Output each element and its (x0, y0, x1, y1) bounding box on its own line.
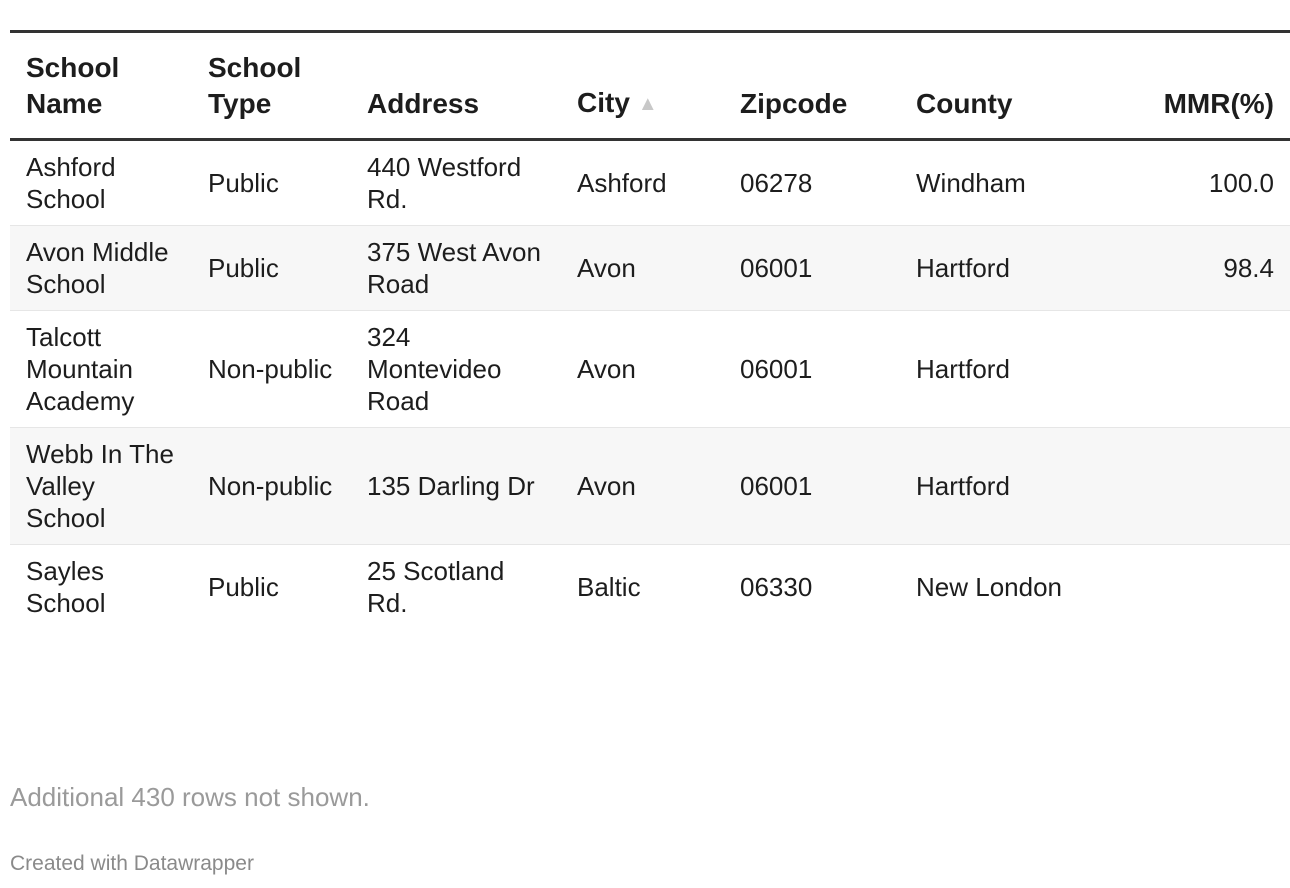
cell-address: 440 Westford Rd. (367, 152, 522, 214)
cell-zipcode: 06001 (740, 253, 813, 283)
table-body (10, 140, 1290, 630)
cell-school-name: Talcott Mountain Academy (26, 322, 135, 416)
column-header-county[interactable] (900, 32, 1082, 140)
column-header-label: School Name (26, 52, 120, 119)
cell-mmr (1082, 428, 1290, 545)
column-header-label: School Type (208, 52, 302, 119)
table-row (10, 311, 1290, 428)
cell-address: 135 Darling Dr (367, 471, 535, 501)
school-table-container (10, 30, 1274, 629)
column-header-school-type[interactable] (192, 32, 351, 140)
column-header-zipcode[interactable] (724, 32, 900, 140)
rows-not-shown-note: Additional 430 rows not shown. (10, 782, 370, 812)
column-header-label: City (577, 87, 630, 118)
table-row (10, 226, 1290, 311)
cell-zipcode: 06001 (740, 471, 813, 501)
school-table (10, 30, 1290, 629)
cell-school-name: Avon Middle School (26, 237, 169, 299)
cell-county: New London (916, 572, 1062, 602)
cell-city: Avon (577, 471, 636, 501)
cell-school-type: Non-public (208, 471, 333, 501)
cell-city: Ashford (577, 168, 667, 198)
cell-zipcode: 06001 (740, 354, 813, 384)
cell-school-name: Sayles School (26, 556, 106, 618)
cell-address: 375 West Avon Road (367, 237, 541, 299)
column-header-address[interactable] (351, 32, 561, 140)
cell-school-name: Ashford School (26, 152, 116, 214)
cell-county: Hartford (916, 471, 1010, 501)
cell-mmr (1082, 311, 1290, 428)
cell-school-name: Webb In The Valley School (26, 439, 174, 533)
cell-county: Windham (916, 168, 1026, 198)
cell-county: Hartford (916, 354, 1010, 384)
column-header-label: MMR(%) (1163, 88, 1274, 119)
sort-ascending-icon: ▲ (637, 93, 658, 115)
cell-address: 324 Montevideo Road (367, 322, 502, 416)
cell-zipcode: 06330 (740, 572, 813, 602)
cell-city: Baltic (577, 572, 641, 602)
table-row (10, 545, 1290, 630)
column-header-school-name[interactable] (10, 32, 192, 140)
column-header-label: Address (367, 88, 480, 119)
cell-county: Hartford (916, 253, 1010, 283)
cell-zipcode: 06278 (740, 168, 813, 198)
column-header-label: County (916, 88, 1013, 119)
table-row (10, 140, 1290, 226)
cell-school-type: Public (208, 572, 279, 602)
cell-address: 25 Scotland Rd. (367, 556, 505, 618)
cell-mmr (1082, 545, 1290, 630)
cell-city: Avon (577, 354, 636, 384)
cell-city: Avon (577, 253, 636, 283)
column-header-mmr[interactable] (1082, 32, 1290, 140)
cell-mmr: 98.4 (1223, 253, 1274, 283)
column-header-city[interactable] (561, 32, 724, 140)
datawrapper-credit: Created with Datawrapper (10, 852, 254, 875)
cell-mmr: 100.0 (1208, 168, 1274, 198)
column-header-label: Zipcode (740, 88, 848, 119)
table-header-row (10, 32, 1290, 140)
cell-school-type: Public (208, 168, 279, 198)
cell-school-type: Non-public (208, 354, 333, 384)
table-row (10, 428, 1290, 545)
table-header (10, 32, 1290, 140)
cell-school-type: Public (208, 253, 279, 283)
